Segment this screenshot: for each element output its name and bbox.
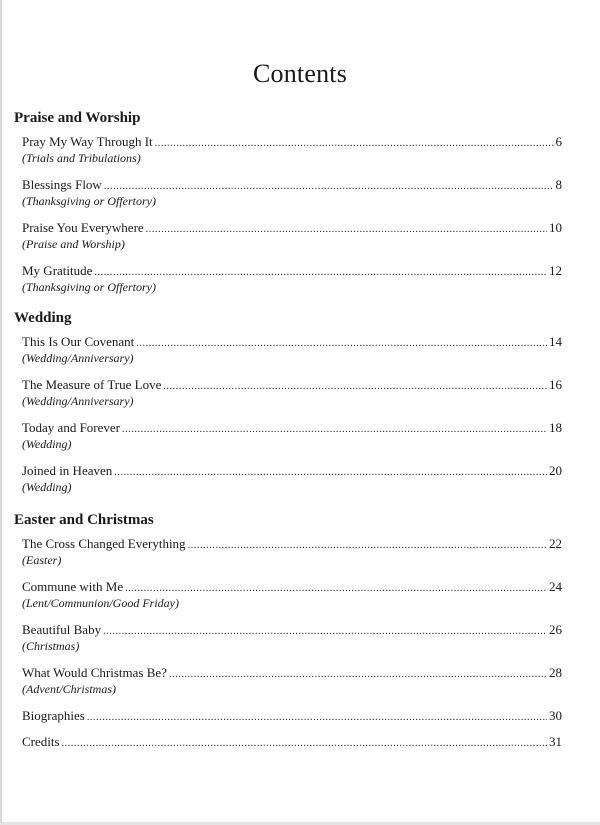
page-number: 28 <box>549 665 562 680</box>
toc-entry[interactable] <box>22 219 562 253</box>
entry-title: Beautiful Baby <box>22 622 102 637</box>
page-number: 24 <box>549 579 562 594</box>
entry-category: (Lent/Communion/Good Friday) <box>22 596 179 610</box>
entry-category: (Trials and Tribulations) <box>22 151 141 165</box>
page-number: 14 <box>549 334 562 349</box>
toc-entry[interactable] <box>22 664 562 698</box>
toc-entry[interactable] <box>22 333 562 367</box>
toc-entry[interactable] <box>22 535 562 569</box>
dot-leader <box>146 221 547 238</box>
entry-title: Praise You Everywhere <box>22 220 144 235</box>
page-number: 20 <box>549 463 562 478</box>
entry-category: (Easter) <box>22 553 62 567</box>
entry-category: (Christmas) <box>22 639 80 653</box>
entry-line <box>22 176 562 193</box>
entry-title: Pray My Way Through It <box>22 134 153 149</box>
entry-title: Joined in Heaven <box>22 463 113 478</box>
section-heading: Easter and Christmas <box>14 512 154 528</box>
entry-line <box>22 621 562 638</box>
entry-title: Today and Forever <box>22 420 121 435</box>
dot-leader <box>155 135 554 152</box>
page-number: 18 <box>549 420 562 435</box>
toc-entry[interactable] <box>22 133 562 167</box>
toc-entry[interactable] <box>22 707 562 724</box>
dot-leader <box>122 421 547 438</box>
dot-leader <box>62 735 547 752</box>
toc-entry[interactable] <box>22 578 562 612</box>
entry-category: (Wedding) <box>22 480 72 494</box>
entry-title: What Would Christmas Be? <box>22 665 167 680</box>
page-number: 6 <box>555 134 562 149</box>
section-easter-and-christmas <box>14 510 562 750</box>
entry-line <box>22 219 562 236</box>
entry-title: Blessings Flow <box>22 177 102 192</box>
dot-leader <box>136 335 547 352</box>
dot-leader <box>188 537 547 554</box>
page-number: 16 <box>549 377 562 392</box>
page-number: 31 <box>549 734 562 749</box>
page-number: 30 <box>549 708 562 723</box>
dot-leader <box>104 178 554 195</box>
entry-category: (Wedding/Anniversary) <box>22 351 134 365</box>
entry-category: (Advent/Christmas) <box>22 682 116 696</box>
entry-line <box>22 535 562 552</box>
entry-line <box>22 333 562 350</box>
entry-line <box>22 664 562 681</box>
toc-entry[interactable] <box>22 262 562 296</box>
dot-leader <box>163 378 547 395</box>
page-number: 22 <box>549 536 562 551</box>
entry-line <box>22 419 562 436</box>
dot-leader <box>87 709 547 726</box>
section-praise-and-worship <box>14 108 562 296</box>
entry-line <box>22 462 562 479</box>
entry-category: (Wedding/Anniversary) <box>22 394 134 408</box>
dot-leader <box>114 464 547 481</box>
entry-title: This Is Our Covenant <box>22 334 135 349</box>
page-title: Contents <box>252 59 348 89</box>
entry-line <box>22 262 562 279</box>
entry-line <box>22 376 562 393</box>
section-wedding <box>14 308 562 496</box>
page-number: 8 <box>555 177 562 192</box>
section-heading: Wedding <box>14 310 72 326</box>
toc-entry[interactable] <box>22 462 562 496</box>
entry-category: (Wedding) <box>22 437 72 451</box>
page-edge <box>0 0 2 825</box>
page-number: 26 <box>549 622 562 637</box>
entry-category: (Thanksgiving or Offertory) <box>22 194 156 208</box>
entry-title: The Cross Changed Everything <box>22 536 186 551</box>
toc-entry[interactable] <box>22 621 562 655</box>
entry-line <box>22 133 562 150</box>
dot-leader <box>125 580 547 597</box>
dot-leader <box>103 623 547 640</box>
toc-entry[interactable] <box>22 176 562 210</box>
entry-title: Biographies <box>22 708 85 723</box>
entry-line <box>22 733 562 750</box>
entry-title: My Gratitude <box>22 263 93 278</box>
entry-title: Commune with Me <box>22 579 124 594</box>
toc-entry[interactable] <box>22 733 562 750</box>
entry-line <box>22 578 562 595</box>
page-number: 10 <box>549 220 562 235</box>
dot-leader <box>169 666 547 683</box>
entry-line <box>22 707 562 724</box>
entry-category: (Praise and Worship) <box>22 237 125 251</box>
entry-title: Credits <box>22 734 60 749</box>
section-heading: Praise and Worship <box>14 110 141 126</box>
entry-category: (Thanksgiving or Offertory) <box>22 280 156 294</box>
dot-leader <box>94 264 547 281</box>
entry-title: The Measure of True Love <box>22 377 162 392</box>
toc-entry[interactable] <box>22 376 562 410</box>
page-number: 12 <box>549 263 562 278</box>
toc-entry[interactable] <box>22 419 562 453</box>
